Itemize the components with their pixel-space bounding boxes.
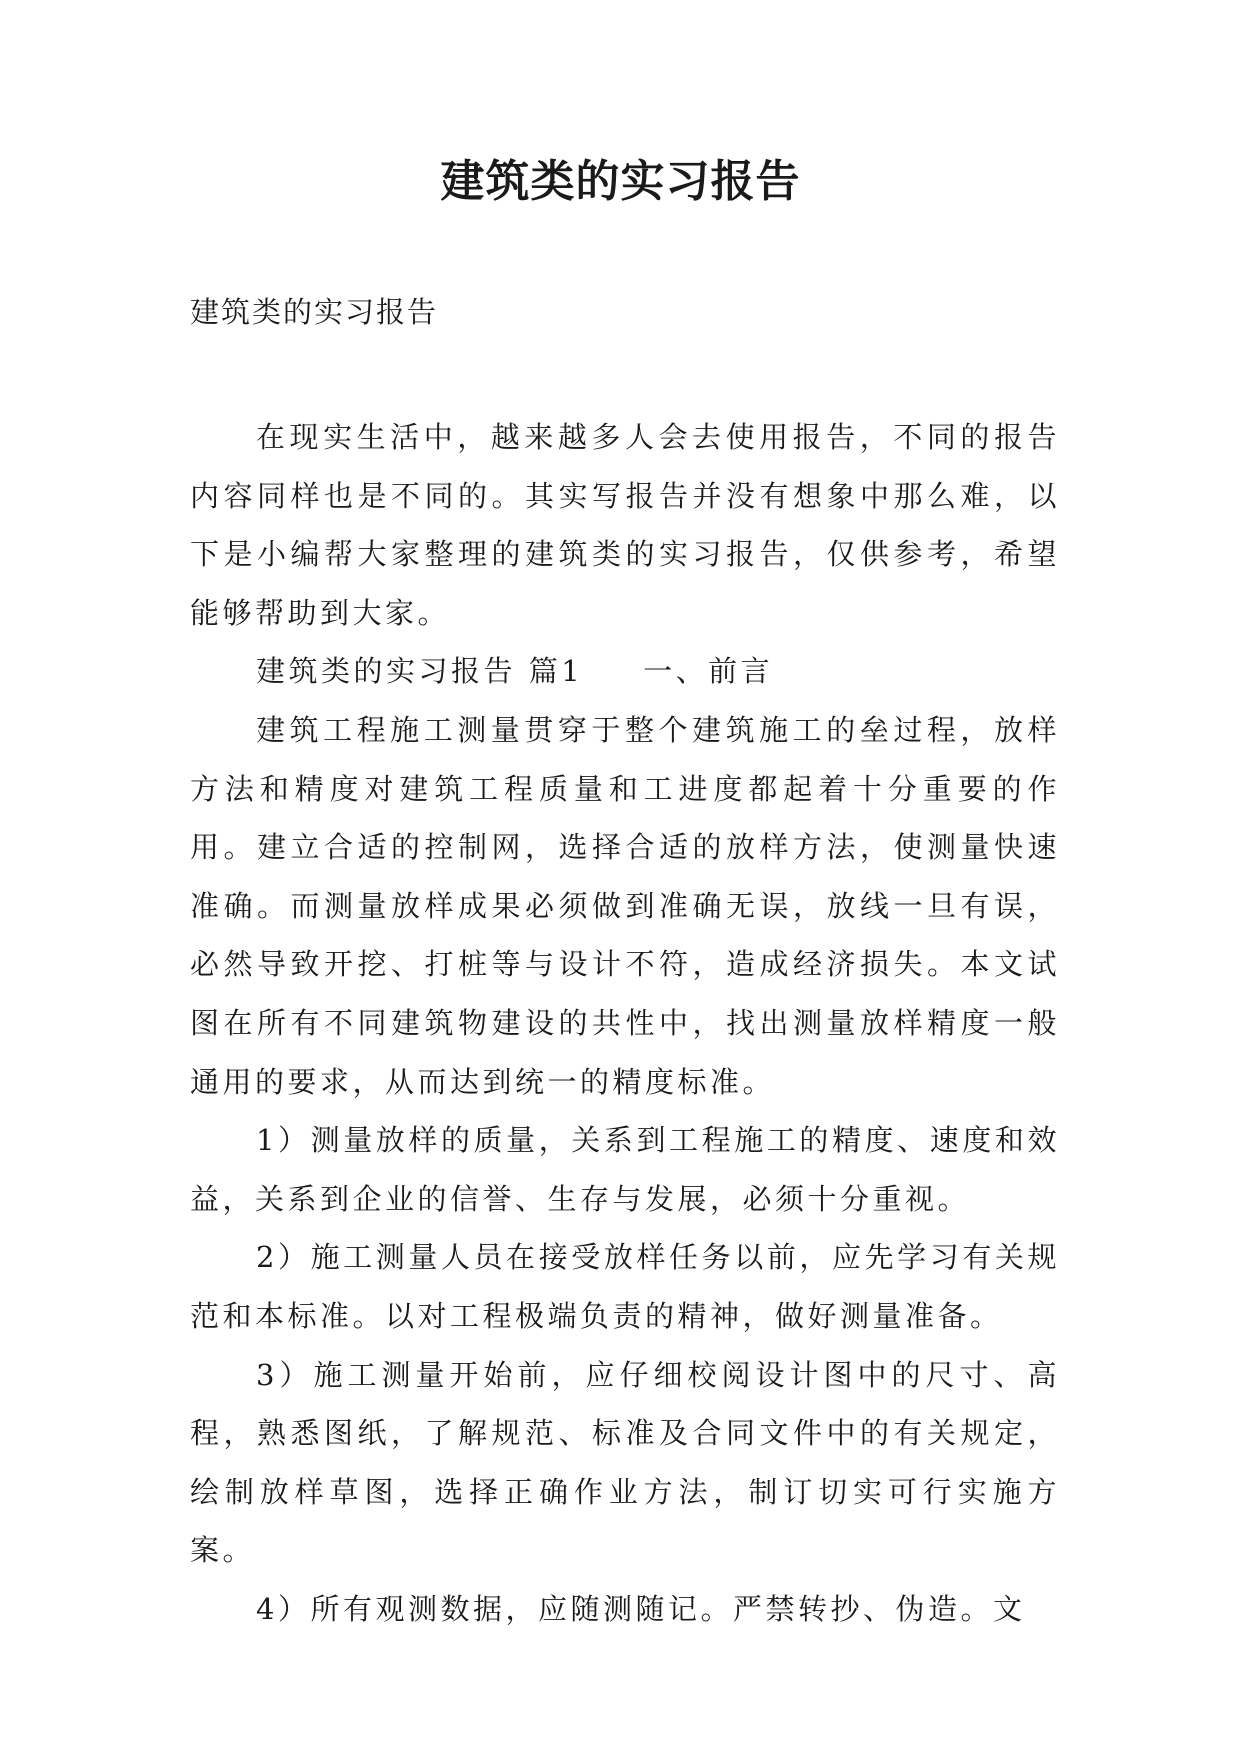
body-paragraph: 1）测量放样的质量，关系到工程施工的精度、速度和效益，关系到企业的信誉、生存与发展，必须十分重视。 xyxy=(190,1123,1060,1216)
article-heading: 建筑类的实习报告 篇1 xyxy=(256,654,584,689)
part-heading: 一、前言 xyxy=(643,654,774,689)
body-paragraph: 建筑工程施工测量贯穿于整个建筑施工的垒过程，放样方法和精度对建筑工程质量和工进度都起着十分重要的作用。建立合适的控制网，选择合适的放样方法，使测量快速准确。而测量放样成果必须做到准确无误，放线一旦有误，必然导致开挖、打桩等与设计不符，造成经济损失。本文试图在所有不同建筑物建设的共性中，找出测量放样精度一般通用的要求，从而达到统一的精度标准。 xyxy=(190,712,1060,1099)
document-body xyxy=(190,408,1060,1638)
intro-paragraph: 在现实生活中，越来越多人会去使用报告，不同的报告内容同样也是不同的。其实写报告并没有想象中那么难，以下是小编帮大家整理的建筑类的实习报告，仅供参考，希望能够帮助到大家。 xyxy=(190,420,1060,630)
document-subtitle: 建筑类的实习报告 xyxy=(190,295,439,329)
body-paragraph: 3）施工测量开始前，应仔细校阅设计图中的尺寸、高程，熟悉图纸，了解规范、标准及合同文件中的有关规定，绘制放样草图，选择正确作业方法，制订切实可行实施方案。 xyxy=(190,1357,1060,1568)
body-paragraph: 4）所有观测数据，应随测随记。严禁转抄、伪造。文 xyxy=(256,1591,1026,1626)
section-heading xyxy=(190,642,1060,701)
body-paragraph: 2）施工测量人员在接受放样任务以前，应先学习有关规范和本标准。以对工程极端负责的精神，做好测量准备。 xyxy=(190,1240,1060,1333)
document-title: 建筑类的实习报告 xyxy=(440,156,801,207)
